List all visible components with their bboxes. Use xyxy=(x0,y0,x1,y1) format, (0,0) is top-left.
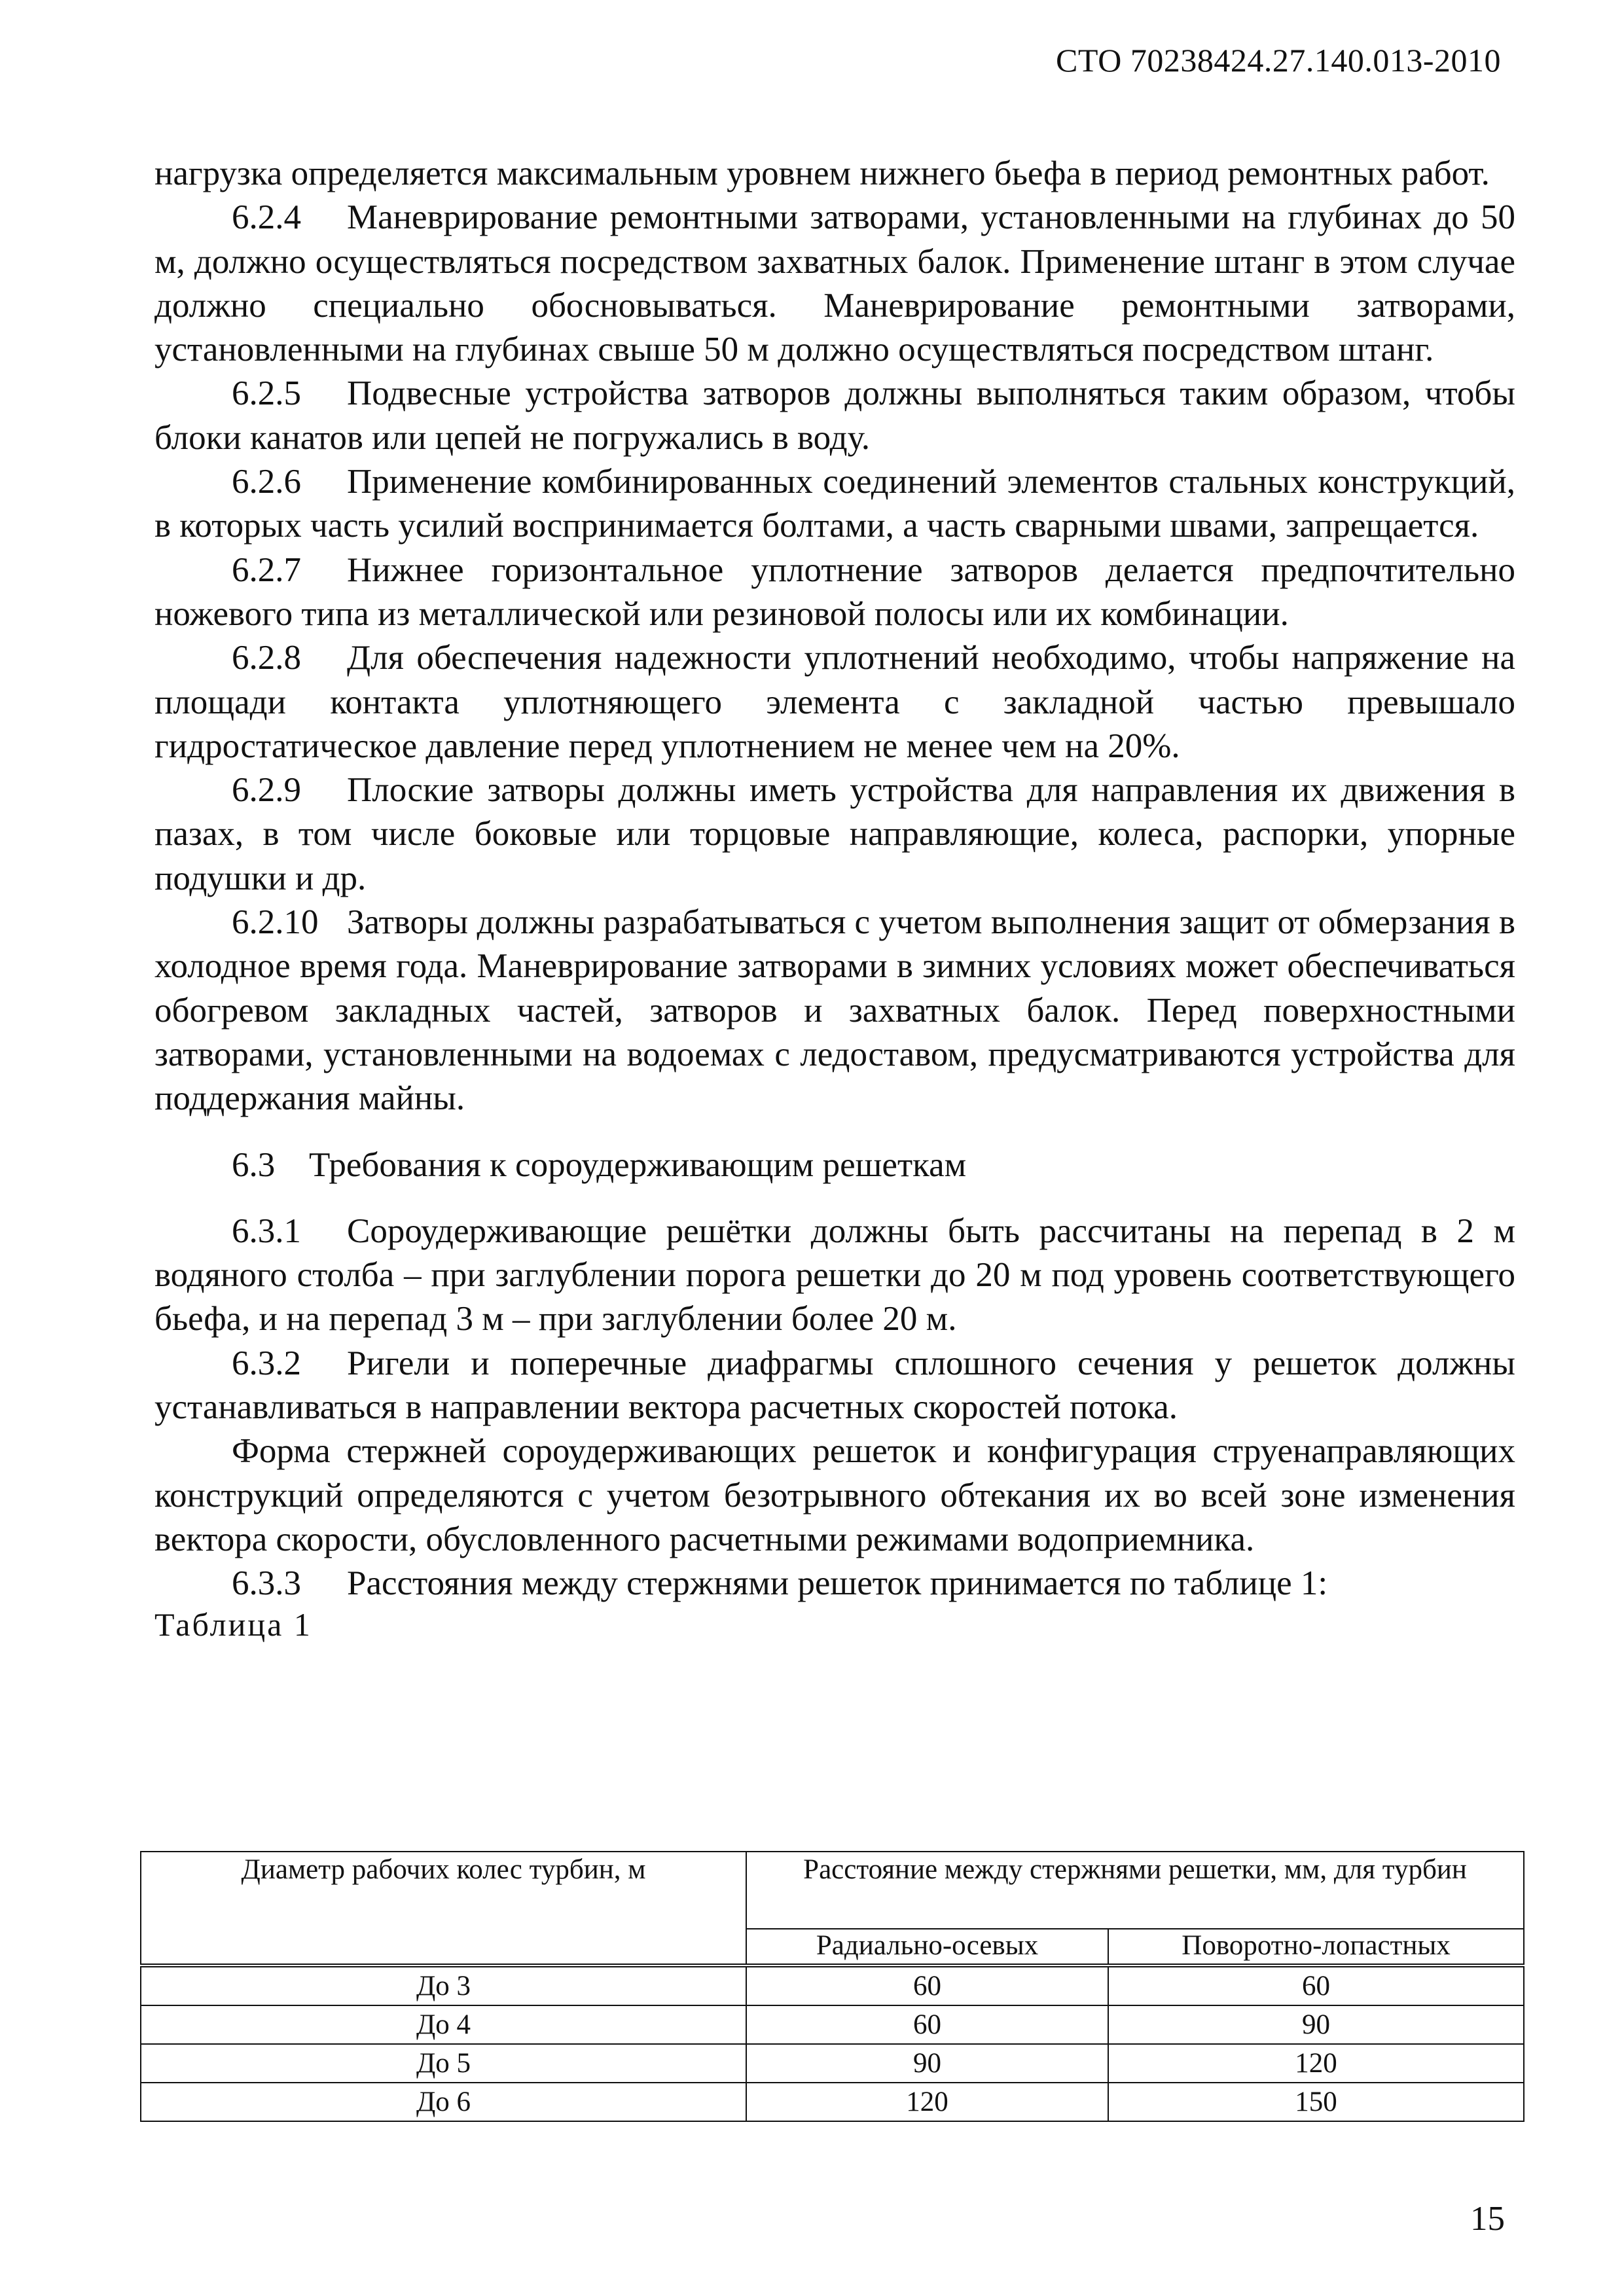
paragraph-6-2-9 xyxy=(154,768,1515,901)
section-title: Требования к сороудерживающим решеткам xyxy=(309,1145,967,1184)
paragraph-form-bars: Форма стержней сороудерживающих решеток и конфигурация струенаправляющих конструкций определяются с учетом безотрывного обтекания их во всей зоне изменения вектора скорости, обусловленного расчетными режимами водоприемника. xyxy=(154,1432,1515,1558)
clause-number: 6.2.9 xyxy=(232,771,301,810)
paragraph-6-2-5 xyxy=(154,372,1515,460)
paragraph-6-3-3 xyxy=(154,1562,1515,1605)
table-header-diameter: Диаметр рабочих колес турбин, м xyxy=(141,1852,746,1965)
clause-number: 6.3.3 xyxy=(232,1564,301,1603)
table-subheader-rotary-blade: Поворотно-лопастных xyxy=(1108,1929,1524,1965)
document-code-header: СТО 70238424.27.140.013-2010 xyxy=(1056,42,1501,79)
section-heading-6-3 xyxy=(154,1143,1515,1187)
clause-text: Нижнее горизонтальное уплотнение затворов делается предпочтительно ножевого типа из металлической или резиновой полосы или их комбинации. xyxy=(154,550,1515,633)
clause-text: Плоские затворы должны иметь устройства для направления их движения в пазах, в том числе боковые или торцовые направляющие, колеса, распорки, упорные подушки и др. xyxy=(154,771,1515,897)
body-text xyxy=(154,152,1515,1643)
clause-number: 6.2.10 xyxy=(232,903,319,942)
paragraph-6-2-10 xyxy=(154,901,1515,1121)
paragraph-6-3-1 xyxy=(154,1210,1515,1342)
table-cell: До 3 xyxy=(141,1965,746,2005)
section-number: 6.3 xyxy=(232,1145,276,1184)
table-caption: Таблица 1 xyxy=(154,1605,312,1643)
clause-text: Применение комбинированных соединений элементов стальных конструкций, в которых часть усилий воспринимается болтами, а часть сварными швами, запрещается. xyxy=(154,463,1515,545)
clause-text: Сороудерживающие решётки должны быть рассчитаны на перепад в 2 м водяного столба – при заглублении порога решетки до 20 м под уровень соответствующего бьефа, и на перепад 3 м – при заглублении более 20 м. xyxy=(154,1211,1515,1338)
bar-spacing-table xyxy=(140,1851,1525,2122)
clause-number: 6.2.4 xyxy=(232,198,301,237)
clause-number: 6.3.1 xyxy=(232,1211,301,1250)
table-cell: До 5 xyxy=(141,2044,746,2083)
table-cell: 60 xyxy=(746,2005,1108,2044)
clause-number: 6.2.6 xyxy=(232,463,301,501)
table-cell: До 4 xyxy=(141,2005,746,2044)
table-cell: 120 xyxy=(1108,2044,1524,2083)
table-cell: 150 xyxy=(1108,2083,1524,2121)
clause-number: 6.2.8 xyxy=(232,639,301,677)
clause-text: Ригели и поперечные диафрагмы сплошного сечения у решеток должны устанавливаться в направлении вектора расчетных скоростей потока. xyxy=(154,1344,1515,1427)
clause-text: Расстояния между стержнями решеток принимается по таблице 1: xyxy=(347,1564,1328,1603)
table-cell: До 6 xyxy=(141,2083,746,2121)
table-cell: 90 xyxy=(746,2044,1108,2083)
clause-text: Подвесные устройства затворов должны выполняться таким образом, чтобы блоки канатов или цепей не погружались в воду. xyxy=(154,374,1515,457)
table-subheader-radial-axial: Радиально-осевых xyxy=(746,1929,1108,1965)
paragraph-continuation: нагрузка определяется максимальным уровнем нижнего бьефа в период ремонтных работ. xyxy=(154,154,1490,192)
table-cell: 120 xyxy=(746,2083,1108,2121)
page-number: 15 xyxy=(1470,2200,1505,2238)
paragraph-6-3-2 xyxy=(154,1342,1515,1430)
clause-text: Маневрирование ремонтными затворами, установленными на глубинах до 50 м, должно осуществляться посредством захватных балок. Применение штанг в этом случае должно специально обосновываться. Маневрирование ремонтными затворами, установленными на глубинах свыше 50 м должно осуществляться посредством штанг. xyxy=(154,198,1515,369)
table-cell: 90 xyxy=(1108,2005,1524,2044)
table-row xyxy=(141,2083,1524,2121)
paragraph-6-2-6 xyxy=(154,460,1515,548)
clause-number: 6.2.7 xyxy=(232,550,301,589)
table-row xyxy=(141,2044,1524,2083)
table-row xyxy=(141,2005,1524,2044)
clause-text: Затворы должны разрабатываться с учетом выполнения защит от обмерзания в холодное время года. Маневрирование затворами в зимних условиях может обеспечиваться обогревом закладных частей, затворов и захватных балок. Перед поверхностными затворами, установленными на водоемах с ледоставом, предусматриваются устройства для поддержания майны. xyxy=(154,903,1515,1118)
clause-number: 6.3.2 xyxy=(232,1344,301,1382)
clause-number: 6.2.5 xyxy=(232,374,301,413)
paragraph-6-2-4 xyxy=(154,196,1515,372)
table-header-spacing: Расстояние между стержнями решетки, мм, для турбин xyxy=(746,1852,1524,1929)
clause-text: Для обеспечения надежности уплотнений необходимо, чтобы напряжение на площади контакта уплотняющего элемента с закладной частью превышало гидростатическое давление перед уплотнением не менее чем на 20%. xyxy=(154,639,1515,765)
paragraph-6-2-7 xyxy=(154,548,1515,637)
paragraph-6-2-8 xyxy=(154,636,1515,768)
table-row xyxy=(141,1965,1524,2005)
table-cell: 60 xyxy=(746,1965,1108,2005)
table-cell: 60 xyxy=(1108,1965,1524,2005)
